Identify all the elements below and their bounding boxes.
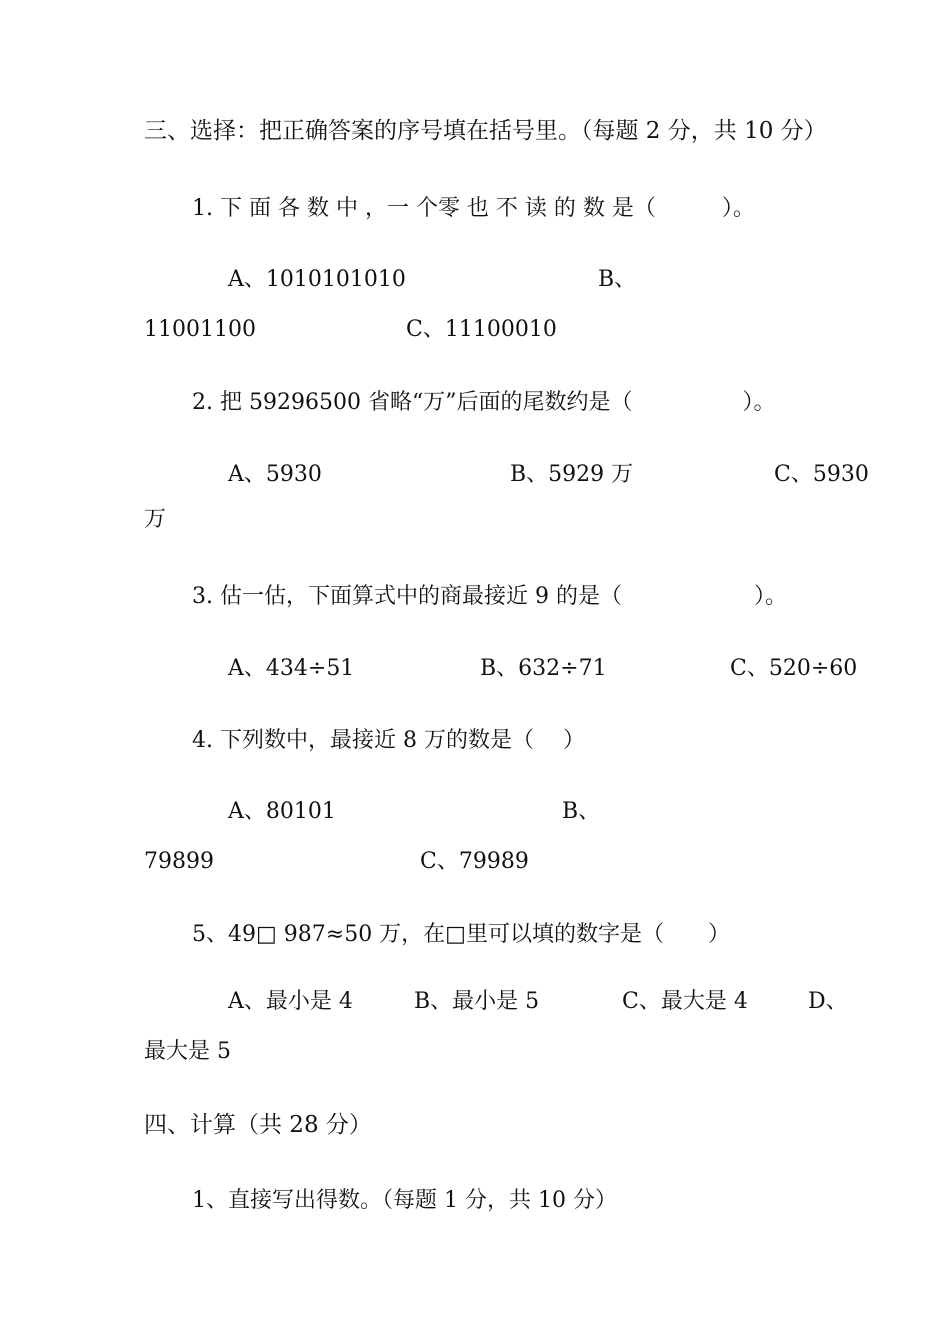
question-5-option-b: B、最小是 5	[414, 989, 540, 1014]
question-1-option-a: A、1010101010	[228, 267, 406, 292]
question-2-option-b: B、5929 万	[510, 462, 634, 487]
question-1-option-c: C、11100010	[406, 317, 557, 342]
question-1-stem: 1. 下 面 各 数 中 ，一 个零 也 不 读 的 数 是（ ）。	[192, 196, 755, 221]
question-5-option-d: D、	[808, 989, 848, 1014]
question-5-stem: 5、49□ 987≈50 万，在□里可以填的数字是（ ）	[192, 922, 730, 947]
question-5-option-c: C、最大是 4	[622, 989, 748, 1014]
question-1-option-b: B、	[598, 267, 637, 292]
question-4-option-c: C、79989	[420, 849, 529, 874]
question-3-option-c: C、520÷60	[730, 656, 858, 681]
section-3-title: 三、选择：把正确答案的序号填在括号里。（每题 2 分，共 10 分）	[144, 118, 827, 144]
question-4-option-b-value: 79899	[144, 849, 214, 874]
question-5-option-d-value: 最大是 5	[144, 1039, 231, 1064]
question-2-stem: 2. 把 59296500 省略“万”后面的尾数约是（ ）。	[192, 390, 776, 415]
section-4-subheading: 1、直接写出得数。（每题 1 分，共 10 分）	[192, 1188, 617, 1213]
question-4-option-a: A、80101	[228, 799, 336, 824]
question-4-option-b: B、	[562, 799, 601, 824]
section-4-title: 四、计算（共 28 分）	[144, 1112, 372, 1138]
question-3-option-b: B、632÷71	[480, 656, 607, 681]
question-2-option-a: A、5930	[228, 462, 322, 487]
question-1-option-b-value: 11001100	[144, 317, 256, 342]
question-4-stem: 4. 下列数中，最接近 8 万的数是（ ）	[192, 728, 585, 753]
question-3-stem: 3. 估一估，下面算式中的商最接近 9 的是（ ）。	[192, 584, 787, 609]
question-3-option-a: A、434÷51	[228, 656, 355, 681]
question-5-option-a: A、最小是 4	[228, 989, 353, 1014]
question-2-option-c: C、5930	[774, 462, 869, 487]
question-2-option-c-unit: 万	[144, 507, 167, 532]
